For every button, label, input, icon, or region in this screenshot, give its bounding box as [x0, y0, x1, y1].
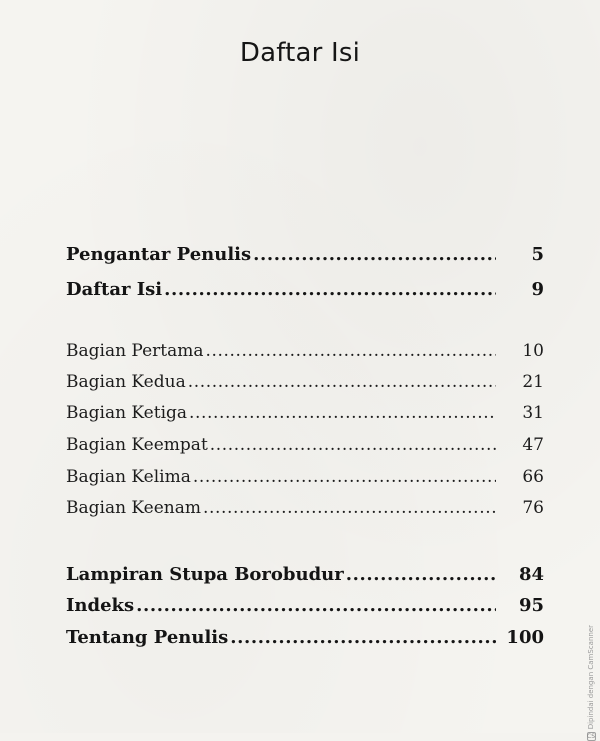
toc-entry-bagian-keenam — [66, 498, 544, 524]
toc-entry-page: 66 — [522, 467, 544, 487]
toc-entry-label: Bagian Pertama — [66, 341, 204, 361]
toc-entry-page: 76 — [522, 498, 544, 518]
toc-leader-dots — [346, 564, 496, 585]
toc-entry-label: Daftar Isi — [66, 279, 163, 300]
toc-entry-page: 100 — [506, 627, 544, 648]
page-title: Daftar Isi — [239, 38, 361, 68]
toc-leader-dots — [206, 341, 496, 361]
toc-entry-page: 31 — [522, 403, 544, 423]
toc-entry-daftar-isi — [66, 279, 544, 305]
toc-entry-page: 84 — [518, 564, 544, 585]
toc-entry-bagian-pertama — [66, 341, 544, 367]
camscanner-logo-icon: CS — [587, 733, 595, 741]
toc-leader-dots — [253, 244, 496, 265]
toc-leader-dots — [164, 279, 496, 300]
toc-entry-label: Lampiran Stupa Borobudur — [66, 564, 344, 585]
toc-entry-label: Bagian Keenam — [66, 498, 202, 518]
toc-entry-label: Bagian Keempat — [66, 435, 208, 455]
toc-leader-dots — [136, 595, 496, 616]
toc-entry-label: Bagian Kelima — [66, 467, 191, 487]
toc-entry-indeks — [66, 595, 544, 621]
toc-leader-dots — [210, 435, 496, 455]
toc-entry-page: 5 — [531, 244, 544, 265]
toc-entry-label: Indeks — [66, 595, 135, 616]
toc-entry-page: 95 — [518, 595, 544, 616]
toc-entry-bagian-kedua — [66, 372, 544, 398]
toc-entry-label: Bagian Ketiga — [66, 403, 188, 423]
toc-entry-bagian-kelima — [66, 467, 544, 493]
toc-entry-label: Tentang Penulis — [66, 627, 229, 648]
scanner-watermark-text: Dipindai dengan CamScanner — [587, 625, 595, 730]
toc-leader-dots — [188, 372, 496, 392]
toc-entry-tentang-penulis — [66, 627, 544, 653]
toc-entry-label: Bagian Kedua — [66, 372, 186, 392]
toc-leader-dots — [230, 627, 496, 648]
toc-entry-bagian-ketiga — [66, 403, 544, 429]
toc-entry-lampiran-stupa-borobudur — [66, 564, 544, 590]
toc-leader-dots — [203, 498, 496, 518]
toc-entry-page: 9 — [531, 279, 544, 300]
toc-leader-dots — [193, 467, 496, 487]
toc-entry-page: 21 — [522, 372, 544, 392]
toc-entry-label: Pengantar Penulis — [66, 244, 252, 265]
toc-entry-bagian-keempat — [66, 435, 544, 461]
toc-entry-page: 10 — [522, 341, 544, 361]
toc-leader-dots — [189, 403, 496, 423]
toc-entry-pengantar-penulis — [66, 244, 544, 270]
toc-entry-page: 47 — [522, 435, 544, 455]
scanner-watermark — [585, 625, 597, 741]
